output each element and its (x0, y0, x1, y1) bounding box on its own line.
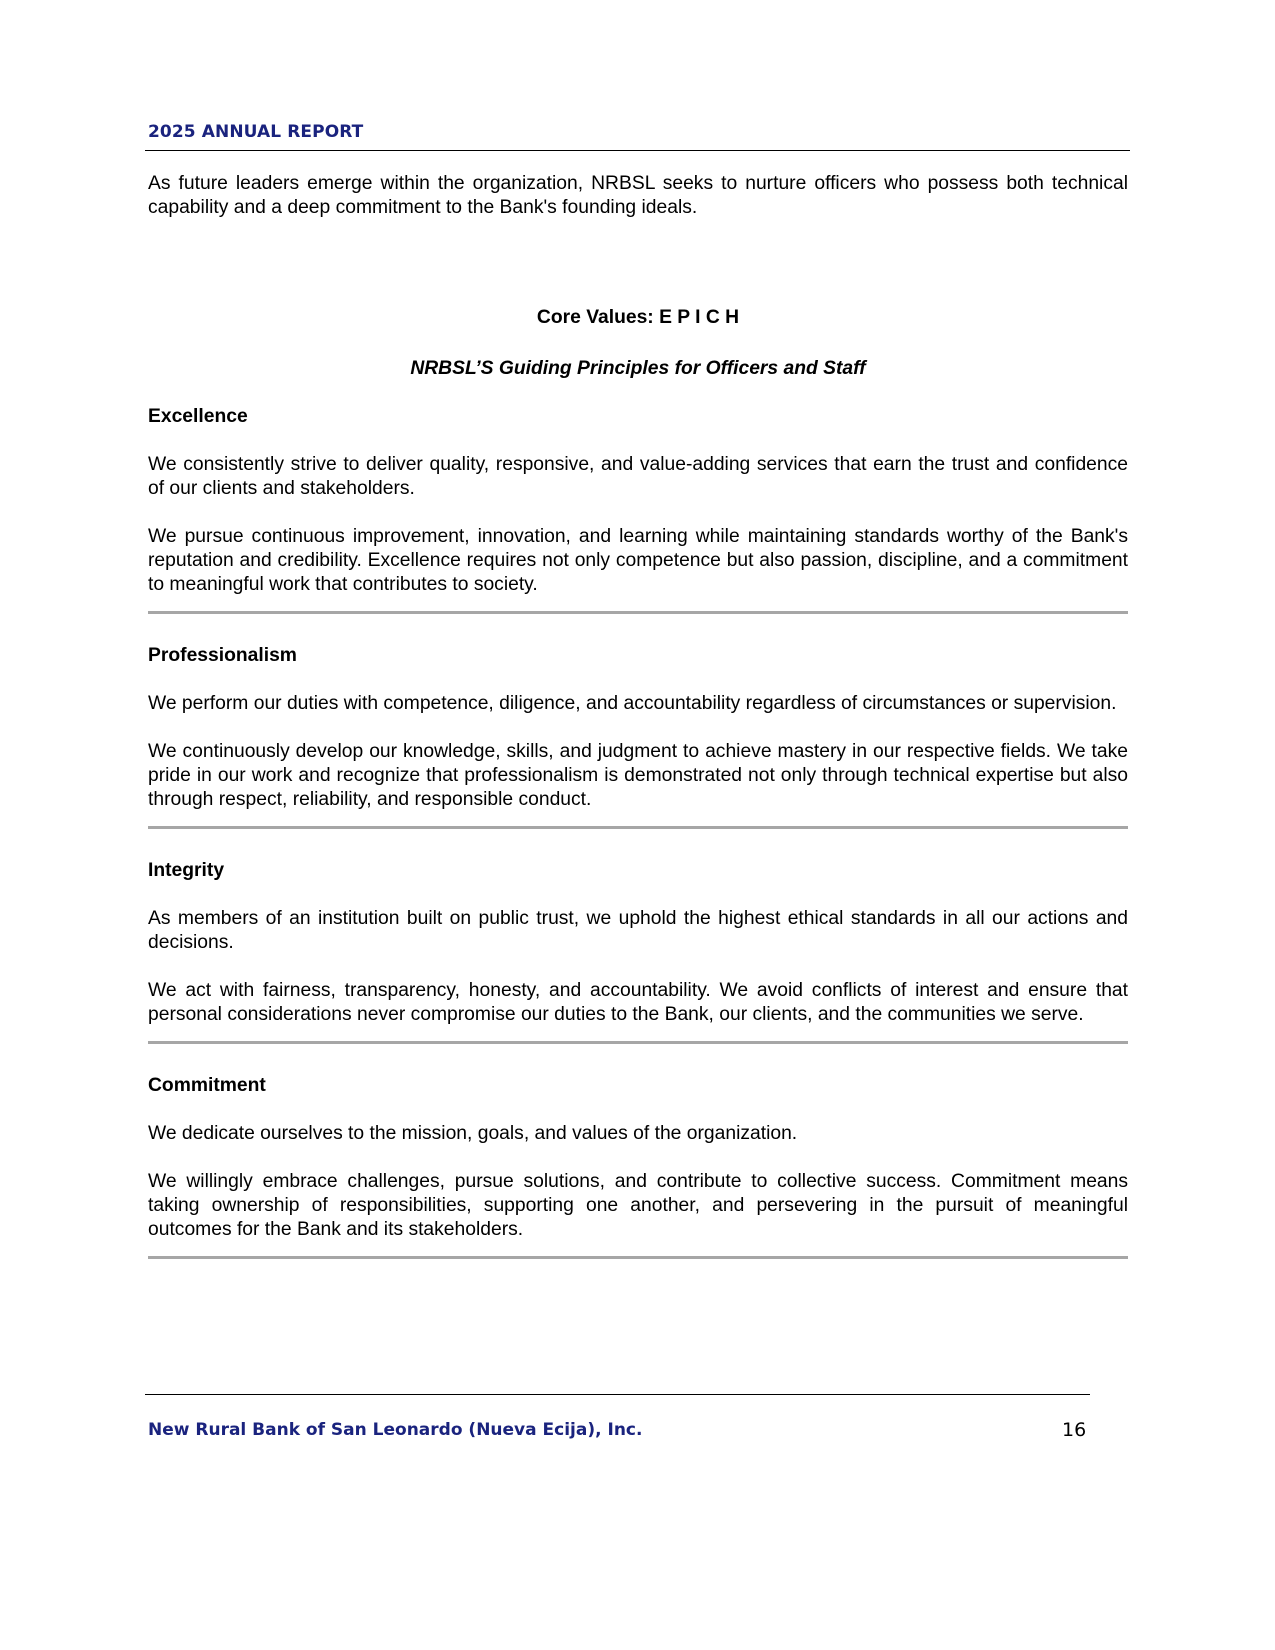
footer-bank-name: New Rural Bank of San Leonardo (Nueva Ecija), Inc. (148, 1420, 643, 1440)
value-paragraph: We consistently strive to deliver quality, responsive, and value-adding services that earn the trust and confidence of our clients and stakeholders. (148, 454, 1128, 499)
value-paragraph: We continuously develop our knowledge, skills, and judgment to achieve mastery in our respective fields. We take pride in our work and recognize that professionalism is demonstrated not only through technical expertise but also through respect, reliability, and responsible conduct. (148, 741, 1128, 810)
header-divider (145, 150, 1130, 151)
value-paragraph: We perform our duties with competence, diligence, and accountability regardless of circumstances or supervision. (148, 693, 1117, 714)
intro-paragraph: As future leaders emerge within the organization, NRBSL seeks to nurture officers who possess both technical capability and a deep commitment to the Bank's founding ideals. (148, 173, 1128, 218)
section-divider (148, 1041, 1128, 1044)
value-heading: Excellence (148, 406, 248, 427)
section-divider (148, 1256, 1128, 1259)
value-paragraph: We pursue continuous improvement, innovation, and learning while maintaining standards worthy of the Bank's reputation and credibility. Excellence requires not only competence but also passion, discipline, and a commitment to meaningful work that contributes to society. (148, 526, 1128, 595)
section-divider (148, 826, 1128, 829)
value-section-excellence (148, 405, 1128, 614)
value-paragraph: We act with fairness, transparency, honesty, and accountability. We avoid conflicts of interest and ensure that personal considerations never compromise our duties to the Bank, our clients, and the communities we serve. (148, 980, 1128, 1025)
value-section-integrity (148, 859, 1128, 1044)
value-heading: Integrity (148, 860, 225, 881)
page-content (148, 172, 1128, 1259)
report-header-title: 2025 ANNUAL REPORT (148, 122, 364, 142)
value-section-commitment (148, 1074, 1128, 1259)
core-values-title: Core Values: E P I C H (536, 307, 740, 328)
page-number: 16 (1062, 1419, 1087, 1441)
value-section-professionalism (148, 644, 1128, 829)
value-paragraph: We willingly embrace challenges, pursue solutions, and contribute to collective success. Commitment means taking ownership of responsibilities, supporting one another, and persevering in the pursuit of meaningful outcomes for the Bank and its stakeholders. (148, 1171, 1128, 1240)
value-paragraph: As members of an institution built on public trust, we uphold the highest ethical standards in all our actions and decisions. (148, 908, 1128, 953)
core-values-subtitle: NRBSL’S Guiding Principles for Officers and Staff (410, 358, 866, 379)
section-divider (148, 611, 1128, 614)
value-paragraph: We dedicate ourselves to the mission, goals, and values of the organization. (148, 1123, 798, 1144)
value-heading: Professionalism (148, 645, 297, 666)
footer-divider (145, 1394, 1090, 1395)
value-heading: Commitment (148, 1075, 266, 1096)
